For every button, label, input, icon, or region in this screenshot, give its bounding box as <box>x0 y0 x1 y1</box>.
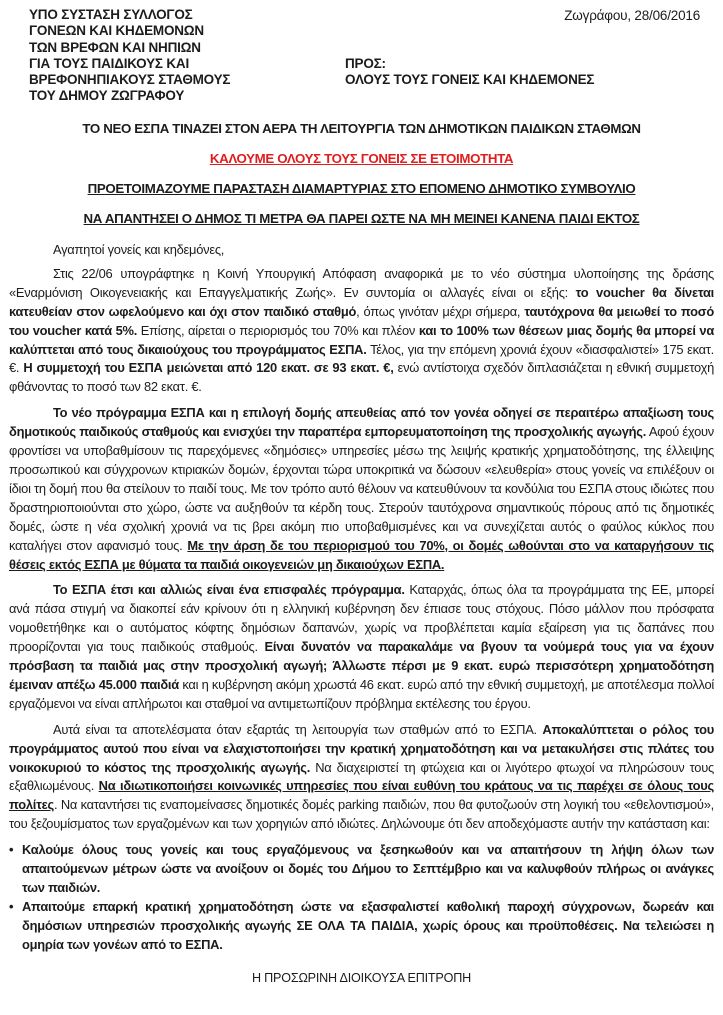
headline-main-text: ΤΟ ΝΕΟ ΕΣΠΑ ΤΙΝΑΖΕΙ ΣΤΟΝ ΑΕΡΑ ΤΗ ΛΕΙΤΟΥΡΓΙΑ ΤΩΝ ΔΗΜΟΤΙΚΩΝ ΠΑΙΔΙΚΩΝ ΣΤΑΘΜΩΝ <box>82 121 641 136</box>
headline-demand <box>9 211 714 227</box>
org-line-1: ΥΠΟ ΣΥΣΤΑΣΗ ΣΥΛΛΟΓΟΣ <box>29 7 193 22</box>
to-recipient: ΟΛΟΥΣ ΤΟΥΣ ΓΟΝΕΙΣ ΚΑΙ ΚΗΔΕΜΟΝΕΣ <box>345 72 595 88</box>
place-date: Ζωγράφου, 28/06/2016 <box>564 8 700 23</box>
bullet-item-demand-funding <box>9 898 714 955</box>
org-line-4: ΓΙΑ ΤΟΥΣ ΠΑΙΔΙΚΟΥΣ ΚΑΙ <box>29 55 190 71</box>
paragraph-espa-devaluation: Το νέο πρόγραμμα ΕΣΠΑ και η επιλογή δομής απευθείας από τον γονέα οδηγεί σε περαιτέρω απαξίωση τους δημοτικούς παιδικούς σταθμούς και ενισχύει την παραπέρα εμπορευματοποίηση της προσχολικής αγωγής. Αφού έχουν φροντίσει να υποβαθμίσουν τις παρεχόμενες «δημόσιες» υπηρεσίες μέσω της λειψής κρατικής χρηματοδότησης, της έλλειψης προσωπικού και σύγχρονων κτιριακών δομών, έρχονται τώρα υποκριτικά να δώσουν «ελευθερία» στους γονείς να επιλέξουν οι ίδιοι τη δομή που θα στείλουν το παιδί τους. Με τον τρόπο αυτό θέλουν να κατευθύνουν τα κονδύλια του ΕΣΠΑ στους ιδιώτες που δραστηριοποιούνται στο χώρο, ώστε να αυξηθούν τα κέρδη τους. Στερούν ταυτόχρονα σημαντικούς πόρους από τις δημοτικές δομές, ώστε η νέα σχολική χρονιά να τις βρει ακόμη πιο υποβαθμισμένες και να συνεχίζεται αυτός ο φαύλος κύκλος που καταλήγει στον αφανισμό τους. Με την άρση δε του περιορισμού του 70%, οι δομές ωθούνται στο να καταργήσουν τις θέσεις εκτός ΕΣΠΑ με θύματα τα παιδιά οικογενειών μη δικαιούχων ΕΣΠΑ. <box>9 405 714 572</box>
to-label: ΠΡΟΣ: <box>345 56 386 71</box>
headline-demand-text: ΝΑ ΑΠΑΝΤΗΣΕΙ Ο ΔΗΜΟΣ ΤΙ ΜΕΤΡΑ ΘΑ ΠΑΡΕΙ ΩΣΤΕ ΝΑ ΜΗ ΜΕΙΝΕΙ ΚΑΝΕΝΑ ΠΑΙΔΙ ΕΚΤΟΣ <box>83 211 640 226</box>
headline-call-to-readiness <box>9 151 714 167</box>
headline-main <box>9 121 714 137</box>
org-line-5: ΒΡΕΦΟΝΗΠΙΑΚΟΥΣ ΣΤΑΘΜΟΥΣ <box>29 72 231 88</box>
paragraph-consequences: Αυτά είναι τα αποτελέσματα όταν εξαρτάς τη λειτουργία των σταθμών από το ΕΣΠΑ. Αποκαλύπτεται ο ρόλος του προγράμματος αυτού που είναι να ελαχιστοποιήσει την κρατική χρηματοδότηση και να μετακυλήσει στις πλάτες του νοικοκυριού το κόστος της προσχολικής αγωγής. Να διαχειριστεί τη φτώχεια και οι λιγότερο φτωχοί να πληρώσουν τους εξαθλιωμένους. Να ιδιωτικοποιήσει κοινωνικές υπηρεσίες που είναι ευθύνη του κράτους να τις παρέχει σε όλους τους πολίτες. Να καταντήσει τις εναπομείνασες δημοτικές δομές parking παιδιών, που θα φυτοζωούν στη λογική του «εθελοντισμού», του ξεζουμίσματος των εργαζομένων και των χορηγιών από ιδιώτες. Δηλώνουμε ότι δεν αποδεχόμαστε αυτήν την κατάσταση και: <box>9 721 714 832</box>
org-name-block <box>29 7 230 105</box>
bullet-icon: • <box>9 842 14 858</box>
org-line-6: ΤΟΥ ΔΗΜΟΥ ΖΩΓΡΑΦΟΥ <box>29 88 185 104</box>
headline-call-to-readiness-text: ΚΑΛΟΥΜΕ ΟΛΟΥΣ ΤΟΥΣ ΓΟΝΕΙΣ ΣΕ ΕΤΟΙΜΟΤΗΤΑ <box>209 151 514 166</box>
bullet-item-call-parents <box>9 841 714 898</box>
org-line-2: ΓΟΝΕΩΝ ΚΑΙ ΚΗΔΕΜΟΝΩΝ <box>29 23 204 39</box>
letter-body <box>9 241 714 955</box>
recipient-block <box>345 56 594 89</box>
paragraph-espa-precarious: Το ΕΣΠΑ έτσι και αλλιώς είναι ένα επισφαλές πρόγραμμα. Καταρχάς, όπως όλα τα προγράμματα της ΕΕ, μπορεί ανά πάσα στιγμή να διακοπεί εάν κρίνουν ότι η ελληνική κυβέρνηση δεν έπιασε τους στόχους. Πόσο μάλλον που πρόσφατα νομοθετήθηκε και ο αυτόματος κόφτης δημόσιων δαπανών, χωρίς να προβλέπεται καμία εξαίρεση για τις δαπάνες που προορίζονται για τους παιδικούς σταθμούς. Είναι δυνατόν να παρακαλάμε να βγουν τα νούμερά τους για να έχουν πρόσβαση τα παιδιά μας στην προσχολική αγωγή; Άλλωστε πέρσι με 9 εκατ. ευρώ περισσότερη χρηματοδότηση έμειναν απέξω 45.000 παιδιά και η κυβέρνηση ακόμη χρωστά 46 εκατ. ευρώ από την εθνική συμμετοχή, με αποτέλεσμα πολλοί εργαζόμενοι να είναι απλήρωτοι και σταθμοί να αντιμετωπίζουν πρόβλημα εκτέλεσης του έργου. <box>9 582 715 711</box>
bullet-icon: • <box>9 898 14 914</box>
signature-line: Η ΠΡΟΣΩΡΙΝΗ ΔΙΟΙΚΟΥΣΑ ΕΠΙΤΡΟΠΗ <box>251 970 472 985</box>
bullet-text: Απαιτούμε επαρκή κρατική χρηματοδότηση ώστε να εξασφαλιστεί καθολική παροχή σύγχρονων, δωρεάν και δημόσιων υπηρεσιών προσχολικής αγωγής ΣΕ ΟΛΑ ΤΑ ΠΑΙΔΙΑ, χωρίς όρους και προϋποθέσεις. Να τελειώσει η ομηρία των γονέων από το ΕΣΠΑ. <box>22 898 714 952</box>
demands-list <box>9 841 714 954</box>
headline-protest-text: ΠΡΟΕΤΟΙΜΑΖΟΥΜΕ ΠΑΡΑΣΤΑΣΗ ΔΙΑΜΑΡΤΥΡΙΑΣ ΣΤΟ ΕΠΟΜΕΝΟ ΔΗΜΟΤΙΚΟ ΣΥΜΒΟΥΛΙΟ <box>87 181 636 196</box>
letterhead <box>9 5 714 109</box>
salutation: Αγαπητοί γονείς και κηδεμόνες, <box>53 242 225 257</box>
org-line-3: ΤΩΝ ΒΡΕΦΩΝ ΚΑΙ ΝΗΠΙΩΝ <box>29 39 201 55</box>
paragraph-ministerial-decision: Στις 22/06 υπογράφτηκε η Κοινή Υπουργική Απόφαση αναφορικά με το νέο σύστημα υλοποίησης της δράσης «Εναρμόνιση Οικογενειακής και Επαγγελματικής Ζωής». Εν συντομία οι αλλαγές είναι οι εξής: το voucher θα δίνεται κατευθείαν στον ωφελούμενο και όχι στον παιδικό σταθμό, όπως γινόταν μέχρι σήμερα, ταυτόχρονα θα μειωθεί το ποσό του voucher κατά 5%. Επίσης, αίρεται ο περιορισμός του 70% και πλέον και το 100% των θέσεων μιας δομής θα μπορεί να καλύπτεται από τους δικαιούχους του προγράμματος ΕΣΠΑ. Τέλος, για την επόμενη χρονιά έχουν «διασφαλιστεί» 175 εκατ. €. Η συμμετοχή του ΕΣΠΑ μειώνεται από 120 εκατ. σε 93 εκατ. €, ενώ αντίστοιχα σχεδόν διπλασιάζεται η εθνική συμμετοχή φθάνοντας το ποσό των 82 εκατ. €. <box>9 265 714 395</box>
bullet-text: Καλούμε όλους τους γονείς και τους εργαζόμενους να ξεσηκωθούν και να απαιτήσουν τη λήψη όλων των απαιτούμενων μέτρων ώστε να ανοίξουν οι δομές του Δήμου το Σεπτέμβριο και να καλυφθούν πλήρως οι ανάγκες των παιδιών. <box>22 842 714 895</box>
headline-section <box>9 121 714 227</box>
headline-protest <box>9 181 714 197</box>
